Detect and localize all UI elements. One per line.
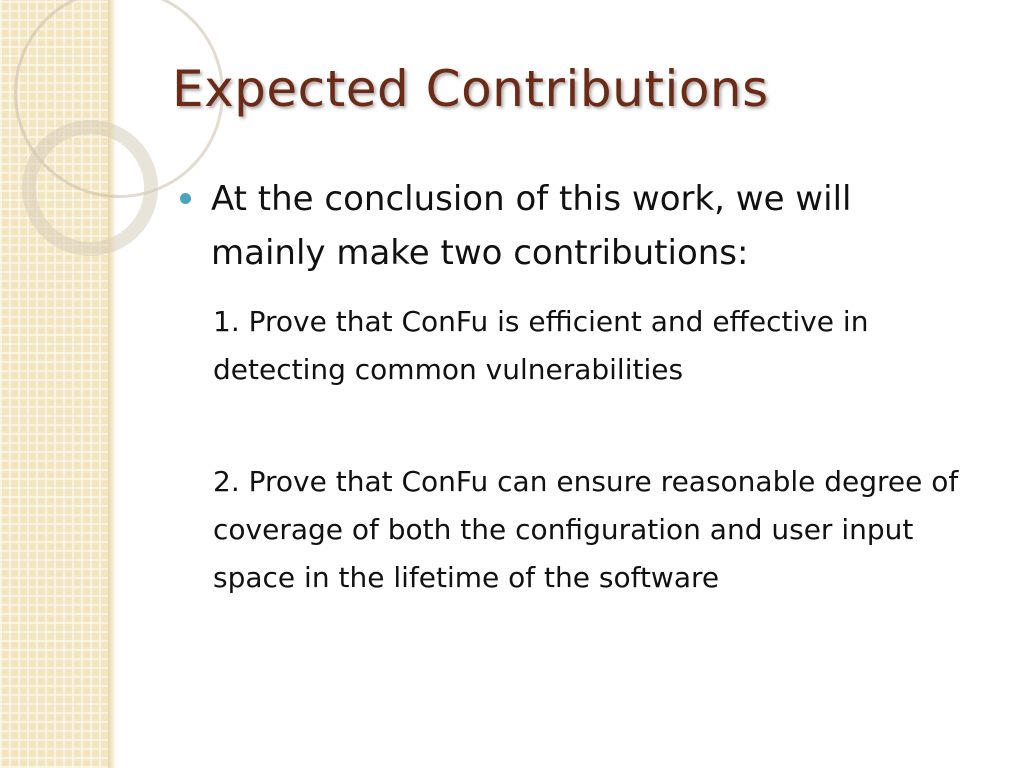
contribution-item-1 bbox=[180, 298, 973, 394]
item-text: Prove that ConFu is efficient and effective in detecting common vulnerabilities bbox=[213, 305, 869, 386]
slide-title: Expected Contributions bbox=[172, 60, 769, 118]
item-number: 2. bbox=[213, 465, 240, 498]
item-text: Prove that ConFu can ensure reasonable degree of coverage of both the configuration and user input space in the lifetime of the software bbox=[213, 465, 959, 594]
contribution-item-2 bbox=[180, 458, 973, 602]
bullet-item bbox=[180, 172, 970, 280]
bullet-text: At the conclusion of this work, we will mainly make two contributions: bbox=[211, 179, 852, 273]
item-number: 1. bbox=[213, 305, 240, 338]
slide-body bbox=[180, 172, 970, 602]
decorative-ring-small bbox=[22, 120, 158, 256]
bullet-dot-icon bbox=[180, 193, 191, 204]
